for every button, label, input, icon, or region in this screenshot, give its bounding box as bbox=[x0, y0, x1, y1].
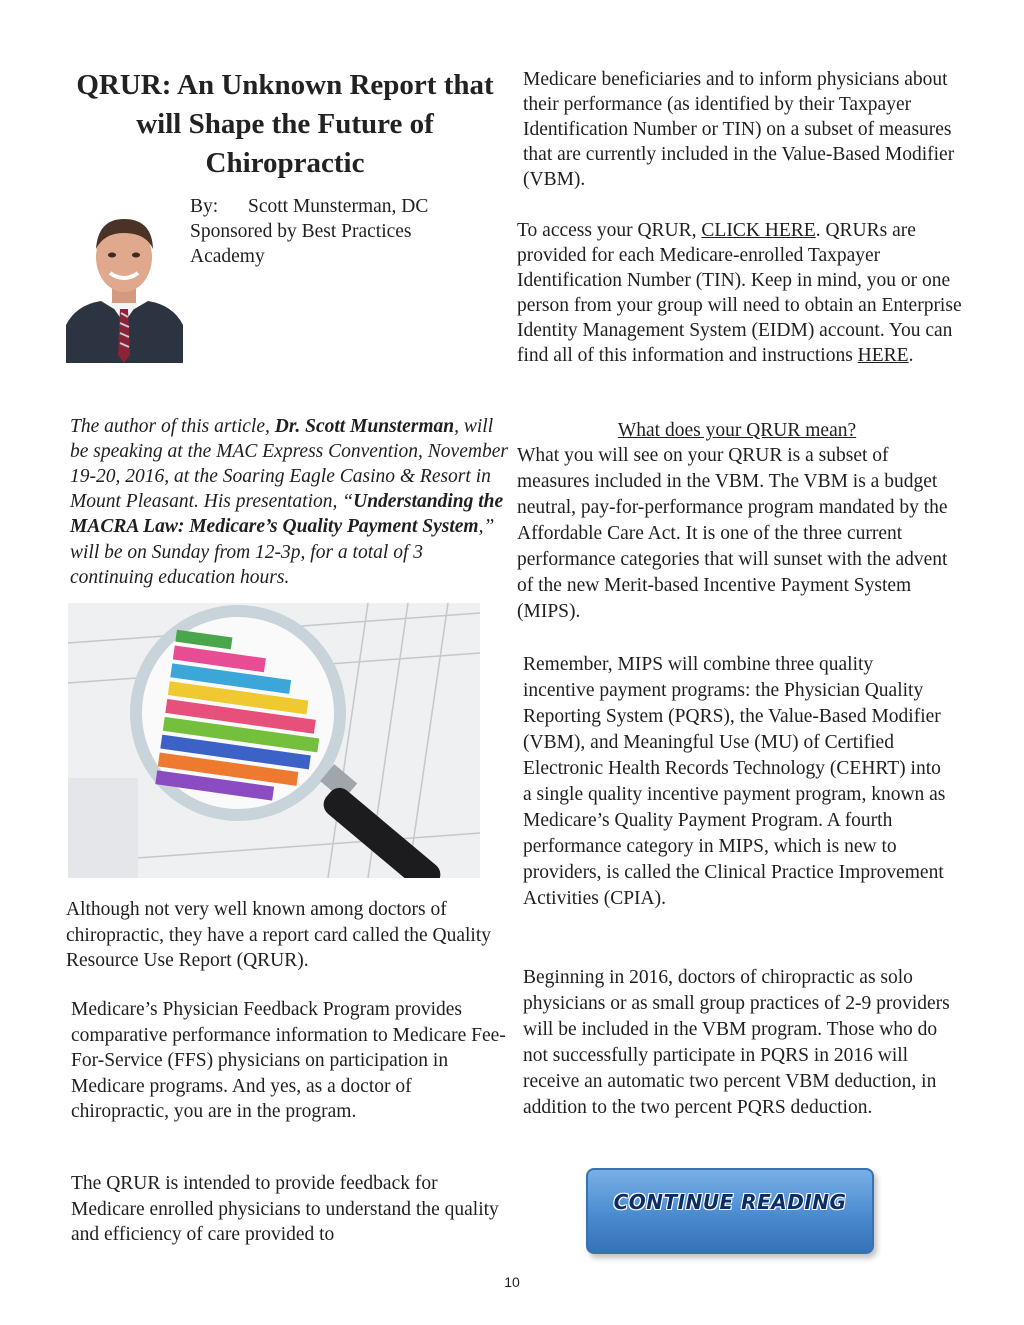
beginning-paragraph: Beginning in 2016, doctors of chiropractic as solo physicians or as small group practices of 2-9 providers will be included in the VBM program. Those who do not successfully participate in PQRS in 2016 will receive an automatic two percent VBM deduction, in addition to the two percent PQRS deduction. bbox=[523, 967, 950, 1118]
meaning-paragraph: What you will see on your QRUR is a subset of measures included in the VBM. The VBM is a budget neutral, pay-for-performance program mandated by the Affordable Care Act. It is one of the three current performance categories that will sunset with the advent of the new Merit-based Incentive Payment System (MIPS). bbox=[517, 445, 948, 622]
intro-paragraph: Although not very well known among doctors of chiropractic, they have a report card called the Quality Resource Use Report (QRUR). bbox=[66, 899, 492, 971]
feedback-program-paragraph: Medicare’s Physician Feedback Program provides comparative performance information to Medicare Fee-For-Service (FFS) physicians on participation in Medicare programs. And yes, as a doctor of chiropractic, you are in the program. bbox=[71, 999, 506, 1122]
access-text-1: To access your QRUR, bbox=[517, 220, 702, 241]
access-text-2: . QRURs are provided for each Medicare-enrolled Taxpayer Identification Number (TIN). Keep in mind, you or one person from your group will need to obtain an Enterprise Identity Management System (EIDM) account. You can find all of this information and instructions bbox=[517, 220, 962, 366]
author-name: Scott Munsterman, DC bbox=[248, 196, 429, 217]
click-here-link[interactable]: CLICK HERE bbox=[701, 220, 816, 241]
page-number: 10 bbox=[504, 1274, 520, 1290]
magnifying-glass-chart-image bbox=[68, 603, 480, 878]
access-text-3: . bbox=[908, 345, 914, 366]
speaker-name: Dr. Scott Munsterman bbox=[274, 415, 455, 437]
sponsor-text: Sponsored by Best Practices Academy bbox=[190, 221, 412, 267]
article-title: QRUR: An Unknown Report that will Shape the Future of Chiropractic bbox=[76, 69, 494, 179]
mips-paragraph: Remember, MIPS will combine three quality incentive payment programs: the Physician Quality Reporting System (PQRS), the Value-Based Modifier (VBM), and Meaningful Use (MU) of Certified Electronic Health Records Technology (CEHRT) into a single quality incentive payment program, known as Medicare’s Quality Payment Program. A fourth performance category in MIPS, which is new to providers, is called the Clinical Practice Improvement Activities (CPIA). bbox=[523, 654, 946, 909]
speaker-note bbox=[70, 414, 510, 590]
speaker-note-text-2: , will be speaking at the MAC Express Convention, November 19-20, 2016, at the Soaring Eagle Casino & Resort in Mount Pleasant. His presentation, “ bbox=[70, 415, 508, 513]
speaker-note-text-1: The author of this article, bbox=[70, 415, 275, 437]
qrur-meaning-subheading: What does your QRUR mean? bbox=[617, 420, 857, 441]
continue-reading-label: CONTINUE READING bbox=[613, 1190, 847, 1214]
here-link[interactable]: HERE bbox=[857, 345, 909, 366]
access-paragraph bbox=[517, 218, 965, 368]
presentation-title: Understanding the MACRA Law: Medicare’s Quality Payment System bbox=[70, 491, 504, 538]
speaker-note-text-3: ,” will be on Sunday from 12-3p, for a total of 3 continuing education hours. bbox=[70, 516, 495, 588]
continuation-paragraph: Medicare beneficiaries and to inform physicians about their performance (as identified by their Taxpayer Identification Number or TIN) on a subset of measures that are currently included in the Value-Based Modifier (VBM). bbox=[523, 69, 955, 190]
byline bbox=[190, 194, 480, 269]
by-label: By: bbox=[190, 196, 219, 217]
qrur-intended-paragraph: The QRUR is intended to provide feedback for Medicare enrolled physicians to understand the quality and efficiency of care provided to bbox=[71, 1173, 499, 1245]
continue-reading-button[interactable] bbox=[586, 1168, 874, 1254]
author-photo bbox=[66, 205, 183, 363]
